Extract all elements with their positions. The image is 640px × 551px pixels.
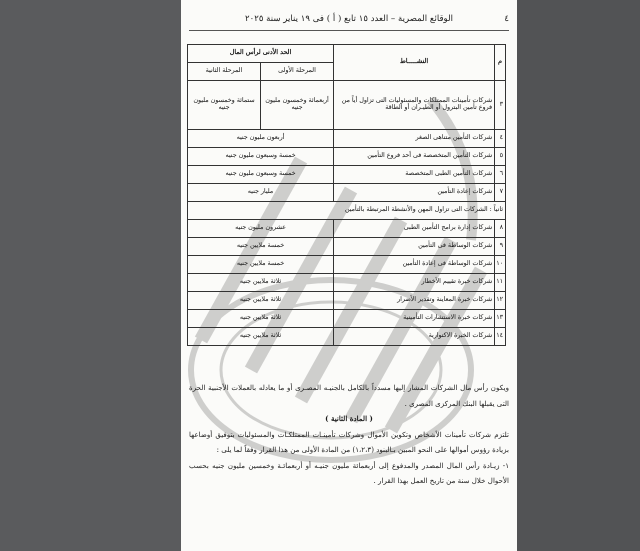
- row-activity: شركات الوساطة فى التأمين: [334, 238, 495, 256]
- row-activity: شركات التأمين متناهى الصغر: [334, 130, 495, 148]
- row-activity: شركات خبرة المعاينة وتقدير الأضرار: [334, 292, 495, 310]
- table-row: [188, 310, 506, 328]
- row-phase1: أربعمائة وخمسون مليون جنيه: [261, 81, 334, 130]
- table-row: [188, 81, 506, 130]
- row-capital: خمسة وسبعون مليون جنيه: [188, 166, 334, 184]
- row-num: ٣: [495, 81, 506, 130]
- row-capital: ثلاثة ملايين جنيه: [188, 274, 334, 292]
- row-activity: شركات الوساطة فى إعادة التأمين: [334, 256, 495, 274]
- viewer-background-right: [517, 0, 640, 551]
- row-num: ١٠: [495, 256, 506, 274]
- viewer-background-left: [0, 0, 181, 551]
- row-num: ١٤: [495, 328, 506, 346]
- paragraph-capital-paid: ويكون رأس مال الشركات المشار إليها مسدداً بالكامل بالجنيـه المصـرى أو ما يعادله بالعملات الأجنبية الحرة التى يقبلها البنك المركزى المصرى .: [189, 383, 509, 408]
- table-header-row: [188, 45, 506, 63]
- row-activity: شركات خبرة تقييم الأخطار: [334, 274, 495, 292]
- row-capital: مليار جنيه: [188, 184, 334, 202]
- row-num: ٦: [495, 166, 506, 184]
- row-activity: شركات خبرة الاستشارات التأمينية: [334, 310, 495, 328]
- article-two-title: ( المادة الثانية ): [325, 414, 373, 423]
- row-num: ٧: [495, 184, 506, 202]
- header-phase1: المرحلة الأولى: [261, 63, 334, 81]
- table-row: [188, 184, 506, 202]
- table-row: [188, 130, 506, 148]
- header-num: م: [495, 45, 506, 81]
- row-num: ١٢: [495, 292, 506, 310]
- row-capital: ثلاثة ملايين جنيه: [188, 292, 334, 310]
- paragraph-article-two: تلتزم شركات تأمينات الأشخاص وتكوين الأموال وشركات تأمينـات الممتلكـات والمسئوليات بتوفيق أوضاعها بزيادة رؤوس أموالها على النحو المبين بـالبنود (١،٢،٣) من المادة الأولى من هذا القرار وفقاً لما يلى :: [189, 429, 509, 454]
- capital-requirements-table: [187, 44, 506, 346]
- page-header: [189, 14, 509, 28]
- row-num: ٩: [495, 238, 506, 256]
- row-capital: عشرون مليون جنيه: [188, 220, 334, 238]
- header-title: الوقائع المصرية – العدد ١٥ تابع ( أ ) فى ١٩ يناير سنة ٢٠٢٥: [244, 14, 454, 24]
- header-activity: النشـــــاط: [334, 45, 495, 81]
- row-num: ٤: [495, 130, 506, 148]
- row-num: ١١: [495, 274, 506, 292]
- row-num: ٨: [495, 220, 506, 238]
- document-body: [189, 380, 509, 489]
- table-row: [188, 148, 506, 166]
- row-activity: شركات تأمينات الممتلكات والمسئوليات التى تزاول أياً من فروع تأمين البترول أو الطيـران أو الطاقة: [334, 81, 495, 130]
- row-activity: شركات الخبرة الاكتوارية: [334, 328, 495, 346]
- row-num: ٥: [495, 148, 506, 166]
- row-capital: ثلاثة ملايين جنيه: [188, 328, 334, 346]
- row-capital: ثلاثة ملايين جنيه: [188, 310, 334, 328]
- paragraph-item-one: ١- زيـادة رأس المال المصدر والمدفوع إلى أربعمائة مليون جنيـه أو أربعمائـة وخمسين مليون جنيه بحسب الأحوال خلال سنة من تاريخ العمل بهذا القرار .: [189, 460, 509, 485]
- row-activity: شركات التأمين الطبى المتخصصة: [334, 166, 495, 184]
- row-num: ١٣: [495, 310, 506, 328]
- row-capital: خمسة ملايين جنيه: [188, 238, 334, 256]
- row-activity: شركات إعادة التأمين: [334, 184, 495, 202]
- document-page: [181, 0, 517, 551]
- row-activity: شركات التأمين المتخصصة فى أحد فروع التأمين: [334, 148, 495, 166]
- table-row: [188, 274, 506, 292]
- table-row: [188, 256, 506, 274]
- row-capital: أربعون مليون جنيه: [188, 130, 334, 148]
- header-divider: [189, 30, 509, 31]
- row-phase2: ستمائة وخمسون مليون جنيه: [188, 81, 261, 130]
- header-phase2: المرحلة الثانية: [188, 63, 261, 81]
- table-row: [188, 328, 506, 346]
- header-capital: الحد الأدنى لرأس المال: [188, 45, 334, 63]
- table-row: [188, 166, 506, 184]
- page-number: ٤: [504, 14, 509, 24]
- row-activity: شركات إدارة برامج التأمين الطبى: [334, 220, 495, 238]
- table-section-row: [188, 202, 506, 220]
- row-capital: خمسة ملايين جنيه: [188, 256, 334, 274]
- row-capital: خمسة وسبعون مليون جنيه: [188, 148, 334, 166]
- table-row: [188, 238, 506, 256]
- section-title: ثانياً : الشركات التى تزاول المهن والأنشطة المرتبطة بالتأمين: [188, 202, 506, 220]
- table-row: [188, 220, 506, 238]
- table-row: [188, 292, 506, 310]
